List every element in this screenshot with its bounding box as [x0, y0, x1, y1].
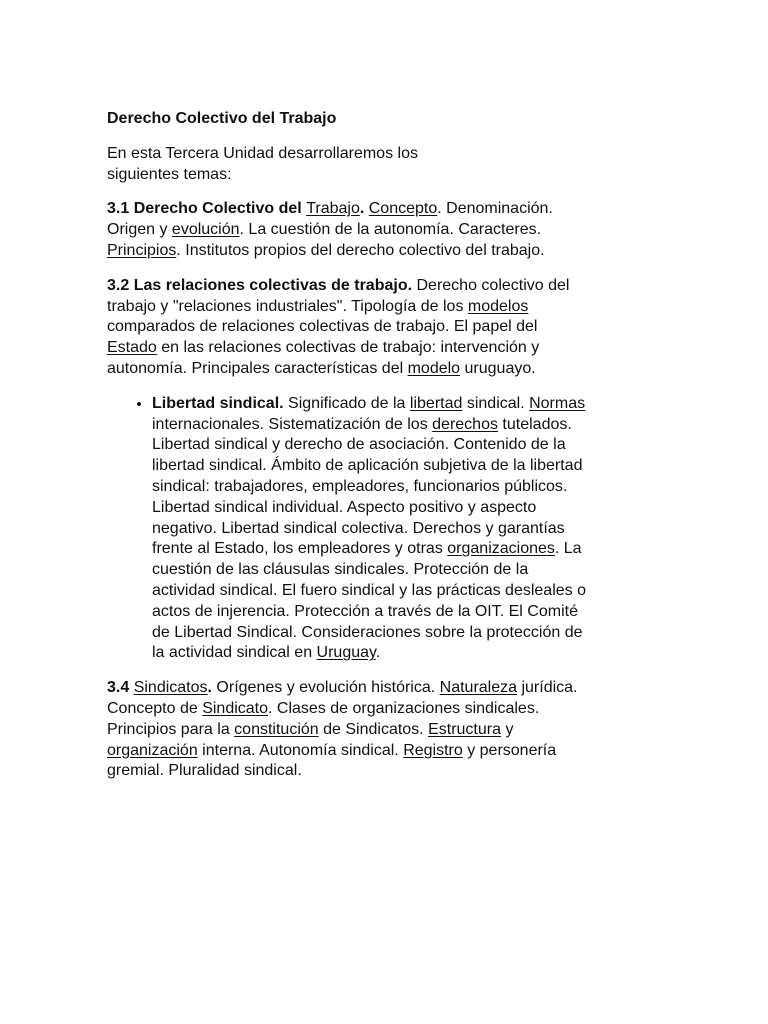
libertad-text-4: tutelados. Libertad sindical y derecho de asociación. Contenido de la libertad sindical. Ámbito de aplicación subjetiva de la libertad sindical: trabajadores, empleadores, funcionarios públicos. Libertad sindical individual. Aspecto positivo y aspecto negativo. Libertad sindical colectiva. Derechos y garantías frente al Estado, los empleadores y otras — [152, 415, 583, 558]
link-normas[interactable]: Normas — [529, 394, 586, 412]
libertad-text-6: . — [375, 644, 381, 662]
link-principios[interactable]: Principios — [107, 241, 177, 259]
section-3-1-heading — [107, 200, 306, 217]
link-modelos[interactable]: modelos — [467, 297, 529, 315]
link-estructura[interactable]: Estructura — [428, 720, 501, 738]
link-sindicato[interactable]: Sindicato — [202, 699, 269, 717]
list-item-libertad-sindical — [152, 394, 592, 664]
link-derechos[interactable]: derechos — [432, 415, 498, 433]
section-3-4-heading: 3.4 — [107, 679, 130, 697]
section-3-4 — [107, 678, 587, 782]
link-sindicatos[interactable]: Sindicatos — [133, 679, 208, 697]
link-organizacion[interactable]: organización — [107, 741, 198, 759]
section-3-4-text-5: y — [501, 720, 514, 738]
section-3-2-text-4: uruguayo. — [460, 359, 536, 377]
section-3-4-heading-dot: . — [207, 679, 212, 697]
document-page — [107, 109, 747, 796]
section-3-2-text-2: comparados de relaciones colectivas de trabajo. El papel del — [107, 318, 538, 336]
section-3-1-text-2: . La cuestión de la autonomía. Caracteres. — [239, 221, 542, 239]
section-3-2 — [107, 276, 587, 380]
libertad-text-5: . La cuestión de las cláusulas sindicales. Protección de la actividad sindical. El fuero sindical y las prácticas desleales o actos de injerencia. Protección a través de la OIT. El Comité de Libertad Sindical. Consideraciones sobre la protección de la actividad sindical en — [152, 540, 586, 662]
section-3-4-text-2: jurídica. Concepto de — [107, 679, 578, 717]
libertad-sindical-heading: Libertad sindical. — [152, 394, 284, 412]
section-3-4-text-4: de Sindicatos. — [318, 720, 429, 738]
link-organizaciones[interactable]: organizaciones — [447, 540, 555, 558]
section-3-2-text-1: Derecho colectivo del trabajo y "relaciones industriales". Tipología de los — [107, 276, 570, 315]
section-3-1-heading-text: 3.1 Derecho Colectivo del — [107, 200, 307, 218]
libertad-text-1: Significado de la — [283, 394, 410, 412]
link-naturaleza[interactable]: Naturaleza — [439, 679, 518, 697]
link-estado[interactable]: Estado — [107, 339, 157, 357]
link-concepto[interactable]: Concepto — [368, 200, 438, 218]
link-trabajo[interactable]: Trabajo — [306, 200, 360, 218]
section-3-1 — [107, 199, 587, 261]
intro-paragraph: En esta Tercera Unidad desarrollaremos los siguientes temas: — [107, 144, 418, 183]
bullet-list — [107, 394, 747, 664]
link-registro[interactable]: Registro — [403, 741, 463, 759]
document-title: Derecho Colectivo del Trabajo — [107, 110, 337, 127]
section-3-1-text-1: . Denominación. Origen y — [107, 200, 553, 239]
section-3-4-text-6: interna. Autonomía sindical. — [197, 741, 404, 759]
section-3-1-text-3: . Institutos propios del derecho colectivo del trabajo. — [176, 241, 545, 259]
section-3-4-text-1: Orígenes y evolución histórica. — [211, 679, 440, 697]
section-3-2-heading: 3.2 Las relaciones colectivas de trabajo. — [107, 276, 413, 294]
section-3-2-text-3: en las relaciones colectivas de trabajo: intervención y autonomía. Principales características del — [107, 339, 540, 377]
libertad-text-2: sindical. — [462, 394, 530, 412]
section-3-1-heading-dot: . — [359, 200, 365, 218]
section-3-4-text-3: . Clases de organizaciones sindicales. Principios para la — [107, 699, 540, 738]
link-modelo[interactable]: modelo — [407, 359, 461, 377]
libertad-text-3: internacionales. Sistematización de los — [152, 415, 433, 433]
link-libertad[interactable]: libertad — [409, 394, 463, 412]
link-constitucion[interactable]: constitución — [234, 720, 319, 738]
section-3-4-text-7: y personería gremial. Pluralidad sindical. — [107, 741, 557, 780]
link-evolucion[interactable]: evolución — [171, 221, 240, 239]
link-uruguay[interactable]: Uruguay — [316, 644, 376, 662]
